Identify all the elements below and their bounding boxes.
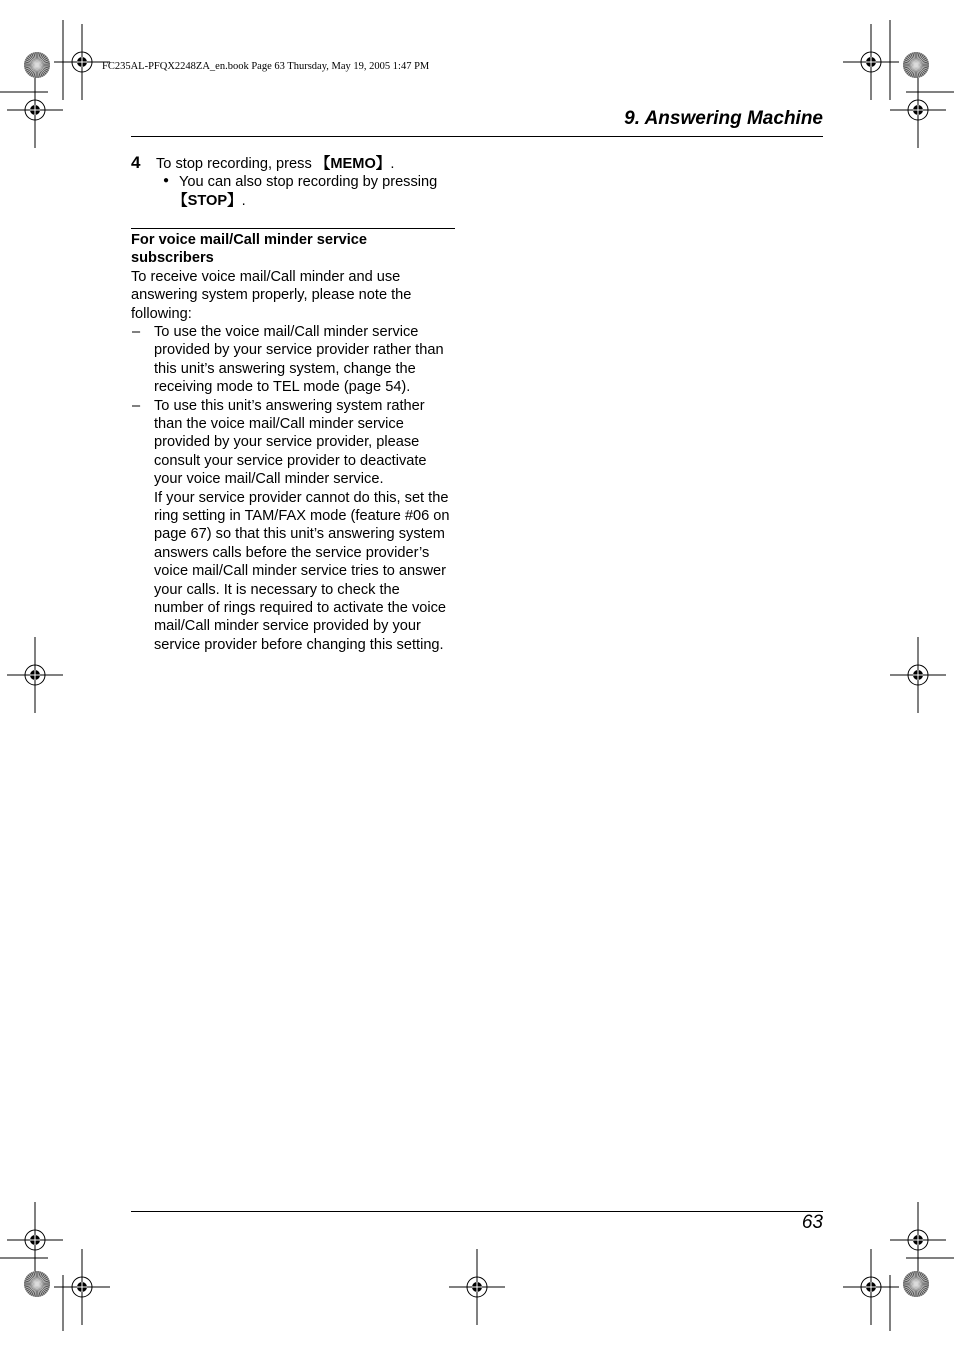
note-item-line: this unit’s answering system, change the xyxy=(154,360,416,377)
memo-key: 【MEMO】 xyxy=(315,156,391,172)
print-header: FC235AL-PFQX2248ZA_en.book Page 63 Thursday, May 19, 2005 1:47 PM xyxy=(102,61,430,72)
footer-rule xyxy=(131,1211,823,1212)
crosshair-icon xyxy=(890,72,946,148)
note-item-line: answers calls before the service provider’s xyxy=(154,544,430,561)
note-item-line: receiving mode to TEL mode (page 54). xyxy=(154,379,411,396)
stop-key-after: . xyxy=(241,193,246,209)
sunburst-icon xyxy=(24,52,50,78)
note-item-line: To use this unit’s answering system rather xyxy=(154,397,425,414)
note-rule xyxy=(131,228,455,229)
crosshair-icon xyxy=(54,1249,110,1325)
note-item-line: If your service provider cannot do this, set the xyxy=(154,489,449,506)
note-intro-line: answering system properly, please note the xyxy=(131,287,412,304)
crosshair-icon xyxy=(449,1249,505,1325)
dash-marker: – xyxy=(132,324,141,340)
note-item-line: service provider before changing this setting. xyxy=(154,636,444,653)
note-intro-line: To receive voice mail/Call minder and use xyxy=(131,268,401,285)
note-item-line: ring setting in TAM/FAX mode (feature #06 on xyxy=(154,508,450,524)
step-text-before: To stop recording, press xyxy=(156,156,316,172)
note-item-line: than the voice mail/Call minder service xyxy=(154,416,404,432)
dash-marker: – xyxy=(132,397,141,414)
sunburst-icon xyxy=(903,52,929,78)
note-item-line: consult your service provider to deactivate xyxy=(154,452,427,469)
crosshair-icon xyxy=(7,637,63,713)
bullet-text-2 xyxy=(173,192,246,210)
sunburst-icon xyxy=(24,1271,50,1297)
crosshair-icon xyxy=(843,24,899,100)
step-number: 4 xyxy=(131,153,141,172)
stop-key: 【STOP】 xyxy=(173,193,242,209)
step-text-after: . xyxy=(390,156,395,172)
crosshair-icon xyxy=(890,637,946,713)
bullet-text: You can also stop recording by pressing xyxy=(179,174,438,190)
section-title: 9. Answering Machine xyxy=(624,108,823,129)
note-item-line: provided by your service provider, please xyxy=(154,434,420,451)
note-intro-line: following: xyxy=(131,305,192,322)
note-heading: For voice mail/Call minder service xyxy=(131,232,368,248)
sunburst-icon xyxy=(903,1271,929,1297)
crosshair-icon xyxy=(890,1202,946,1278)
note-item-line: To use the voice mail/Call minder service xyxy=(154,324,419,340)
crosshair-icon xyxy=(7,72,63,148)
header-rule xyxy=(131,136,823,137)
page-number: 63 xyxy=(801,1212,823,1233)
note-item-line: page 67) so that this unit’s answering system xyxy=(154,526,445,543)
note-item-line: your voice mail/Call minder service. xyxy=(154,471,384,488)
note-item-line: your calls. It is necessary to check the xyxy=(154,581,400,598)
note-heading: subscribers xyxy=(131,250,214,267)
crosshair-icon xyxy=(7,1202,63,1278)
note-item-line: provided by your service provider rather than xyxy=(154,342,444,359)
crosshair-icon xyxy=(843,1249,899,1325)
step-text xyxy=(156,155,394,173)
bullet-icon: ● xyxy=(163,175,170,186)
note-item-line: voice mail/Call minder service tries to answer xyxy=(154,563,446,580)
note-item-line: number of rings required to activate the voice xyxy=(154,600,447,616)
note-item-line: mail/Call minder service provided by your xyxy=(154,618,421,635)
